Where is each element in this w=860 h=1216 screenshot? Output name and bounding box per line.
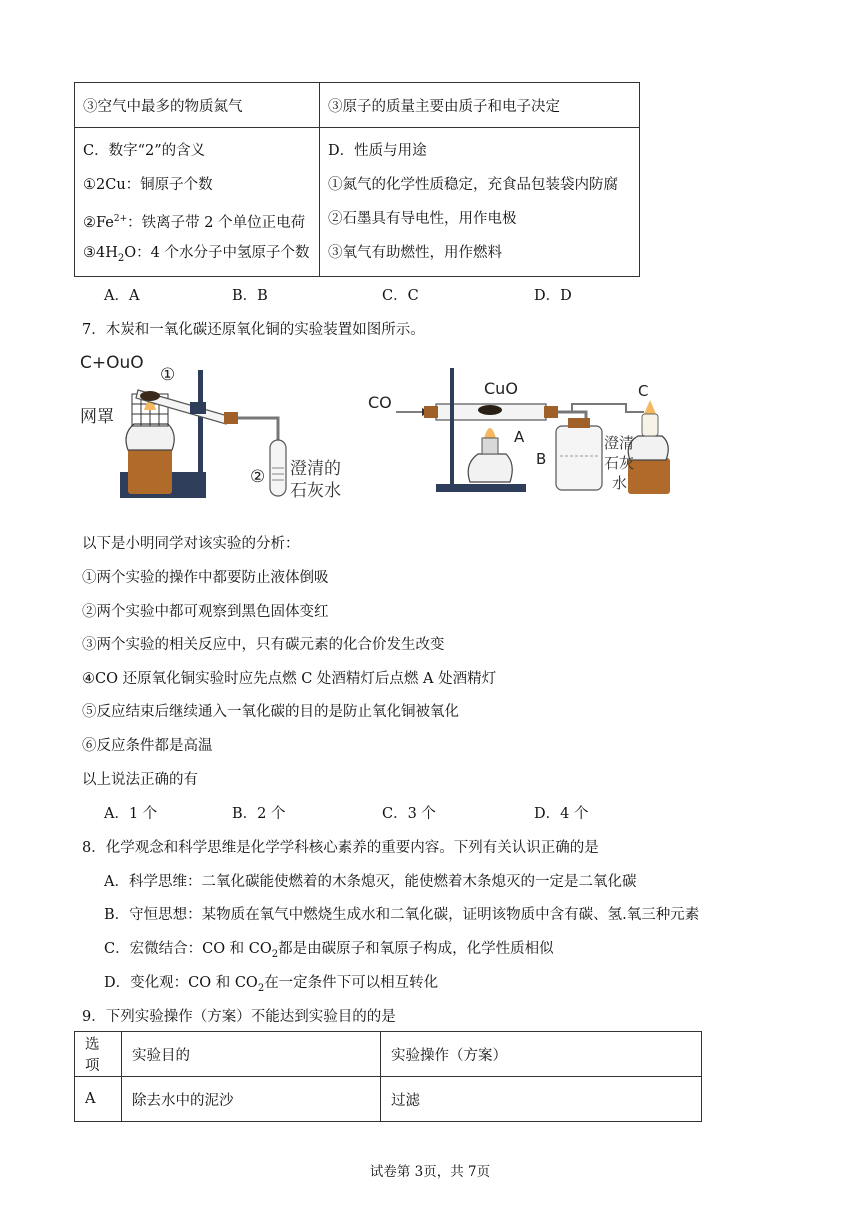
cell-line: ③氧气有助燃性，用作燃料	[328, 245, 502, 261]
mesh-label: 网罩	[80, 407, 114, 427]
analysis-item-2: ②两个实验中都可观察到黑色固体变红	[82, 604, 329, 620]
cell-line: ②石墨具有导电性，用作电极	[328, 211, 517, 227]
knowledge-table	[74, 82, 640, 277]
stand-base	[436, 484, 526, 492]
option-b[interactable]: B．2 个	[232, 806, 286, 822]
lamp-a	[468, 454, 512, 482]
cell-title: D．性质与用途	[328, 143, 427, 159]
table-cell-d	[320, 128, 640, 277]
page-footer: 试卷第 3页，共 7页	[369, 1164, 491, 1180]
charcoal-mixture	[140, 391, 160, 401]
table-header-row	[75, 1032, 702, 1077]
cell-line: ①2Cu：铜原子个数	[83, 177, 213, 193]
q8-option-a[interactable]: A．科学思维：二氧化碳能使燃着的木条熄灭，能使燃着木条熄灭的一定是二氧化碳	[104, 874, 637, 890]
bottle-b	[556, 426, 602, 490]
header-purpose: 实验目的	[122, 1032, 381, 1077]
cell-line: $③4H_2O$：4 个水分子中氢原子个数	[83, 245, 310, 264]
option-a[interactable]: A．1 个	[104, 806, 158, 822]
experiment-table	[74, 1031, 702, 1122]
header-option: 选项	[75, 1032, 122, 1077]
reactant-label: C+OuO	[80, 353, 144, 373]
analysis-item-5: ⑤反应结束后继续通入一氧化碳的目的是防止氧化铜被氧化	[82, 704, 459, 720]
alcohol-lamp	[126, 424, 174, 450]
row-option: A	[75, 1077, 122, 1122]
question-7-ask: 以上说法正确的有	[82, 772, 198, 788]
stopper	[224, 412, 238, 424]
option-c[interactable]: C．C	[382, 288, 419, 304]
row-purpose: 除去水中的泥沙	[122, 1077, 381, 1122]
analysis-item-3: ③两个实验的相关反应中，只有碳元素的化合价发生改变	[82, 637, 445, 653]
q6-options	[104, 284, 572, 305]
question-9-stem: 9．下列实验操作（方案）不能达到实验目的的是	[82, 1009, 396, 1025]
header-operation: 实验操作（方案）	[381, 1032, 702, 1077]
cell-title: C．数字“2”的含义	[83, 143, 206, 159]
cell-line: ①氮气的化学性质稳定，充食品包装袋内防腐	[328, 177, 618, 193]
q8-option-c[interactable]: C．宏微结合：CO 和 $CO_2$都是由碳原子和氧原子构成，化学性质相似	[104, 941, 554, 960]
limewater-label-1: 澄清	[604, 434, 635, 452]
clamp	[190, 402, 206, 414]
question-7-stem: 7．木炭和一氧化碳还原氧化铜的实验装置如图所示。	[82, 322, 425, 338]
analysis-item-1: ①两个实验的操作中都要防止液体倒吸	[82, 570, 329, 586]
table-cell-c	[75, 128, 320, 277]
limewater-label-3: 水	[612, 474, 628, 492]
analysis-intro: 以下是小明同学对该实验的分析：	[82, 536, 300, 552]
option-d[interactable]: D．4 个	[534, 806, 589, 822]
c-label: C	[638, 382, 649, 400]
row-operation: 过滤	[381, 1077, 702, 1122]
charcoal-reduction-apparatus	[78, 350, 318, 502]
limewater-label-2: 石灰	[604, 454, 635, 472]
co-reduction-apparatus	[366, 352, 686, 500]
mark-1: ①	[160, 365, 176, 385]
lamp-block	[128, 448, 172, 494]
cuo-label: CuO	[484, 379, 518, 398]
stand-rod	[198, 370, 203, 476]
co-label: CO	[368, 393, 392, 412]
lamp-c	[628, 436, 668, 460]
table-cell: ③原子的质量主要由质子和电子决定	[320, 83, 640, 128]
q8-option-b[interactable]: B．守恒思想：某物质在氧气中燃烧生成水和二氧化碳，证明该物质中含有碳、氢.氧三种元素	[104, 907, 700, 923]
table-row	[75, 1077, 702, 1122]
option-d[interactable]: D．D	[534, 288, 572, 304]
option-b[interactable]: B．B	[232, 288, 268, 304]
q8-option-d[interactable]: D．变化观：CO 和 $CO_2$在一定条件下可以相互转化	[104, 975, 439, 994]
question-8-stem: 8．化学观念和科学思维是化学学科核心素养的重要内容。下列有关认识正确的是	[82, 840, 599, 856]
mark-2: ②	[250, 467, 266, 487]
b-label: B	[536, 450, 547, 468]
limewater-label: 澄清的 石灰水	[290, 459, 341, 501]
lamp-c-block	[628, 458, 670, 494]
cuo-sample	[478, 405, 502, 415]
a-label: A	[514, 428, 525, 446]
option-c[interactable]: C．3 个	[382, 806, 436, 822]
analysis-item-4: ④CO 还原氧化铜实验时应先点燃 C 处酒精灯后点燃 A 处酒精灯	[82, 671, 497, 687]
option-a[interactable]: A．A	[104, 288, 140, 304]
analysis-item-6: ⑥反应条件都是高温	[82, 738, 213, 754]
table-cell: ③空气中最多的物质氮气	[75, 83, 320, 128]
cell-line: $②Fe^{2+}$：铁离子带 2 个单位正电荷	[83, 214, 306, 231]
q7-options	[104, 802, 588, 823]
